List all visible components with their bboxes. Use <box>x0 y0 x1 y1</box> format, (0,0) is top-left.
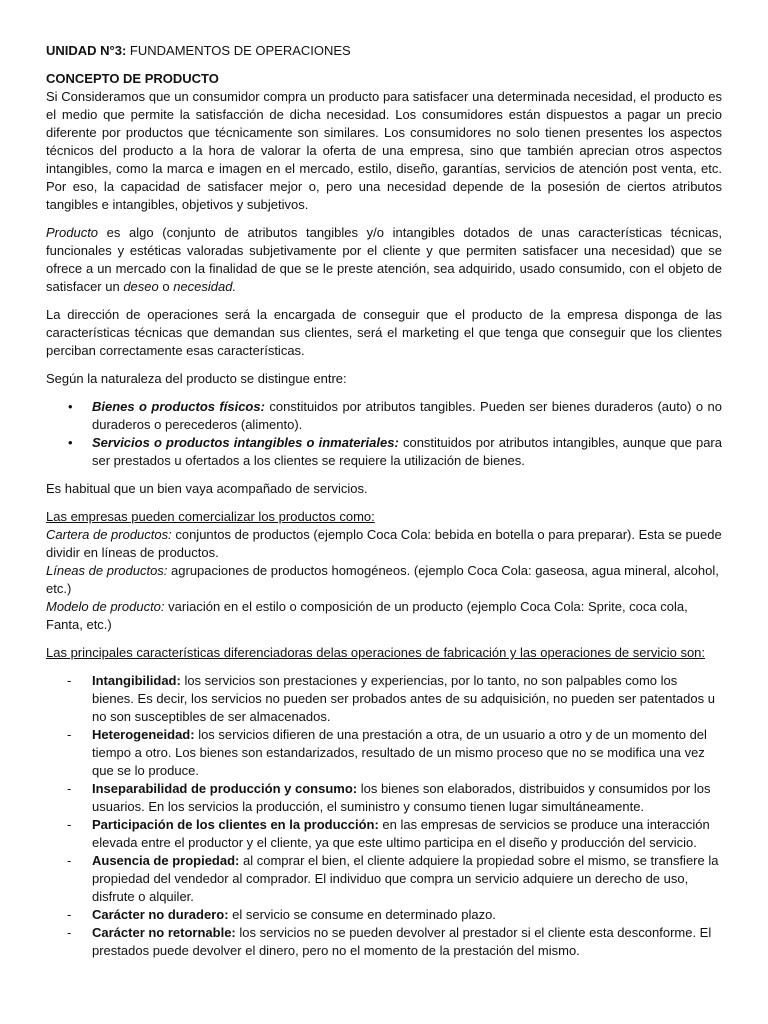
list-item: • Servicios o productos intangibles o inmateriales: constituidos por atributos intangibles, aunque que para ser prestados u ofertados a los clientes se requiere la utilización de bienes. <box>68 435 722 468</box>
list-item: - Participación de los clientes en la producción: en las empresas de servicios se produce una interacción elevada entre el productor y el cliente, ya que este ultimo participa en el diseño y producción del servicio. <box>67 817 710 850</box>
bullet-icon: • <box>68 399 73 414</box>
paragraph-naturaleza: Según la naturaleza del producto se distingue entre: <box>46 371 347 386</box>
definition-modelo: Modelo de producto: variación en el estilo o composición de un producto (ejemplo Coca Cola: Sprite, coca cola, Fanta, etc.) <box>46 599 688 632</box>
definition-lineas: Líneas de productos: agrupaciones de productos homogéneos. (ejemplo Coca Cola: gaseosa, agua mineral, alcohol, etc.) <box>46 563 719 596</box>
unit-title <box>46 42 722 60</box>
paragraph-producto-definition: Producto es algo (conjunto de atributos tangibles y/o intangibles dotados de unas características técnicas, funcionales y estéticas valoradas subjetivamente por el cliente y que permiten satisfacer una necesidad) que se ofrece a un mercado con la finalidad de que se le preste atención, sea adquirido, usado consumido, con el objeto de satisfacer un deseo o necesidad. <box>46 225 722 294</box>
list-item: - Intangibilidad: los servicios son prestaciones y experiencias, por lo tanto, no son palpables como los bienes. Es decir, los servicios no pueden ser probados antes de su adquisición, no pueden ser patentados u no son susceptibles de ser almacenados. <box>67 673 715 724</box>
list-item: - Carácter no duradero: el servicio se consume en determinado plazo. <box>67 907 496 922</box>
product-type-list <box>46 398 722 470</box>
list-item: - Inseparabilidad de producción y consumo: los bienes son elaborados, distribuidos y consumidos por los usuarios. En los servicios la producción, el suministro y consumo tienen lugar simultáneamente. <box>67 781 711 814</box>
paragraph-concepto: Si Consideramos que un consumidor compra un producto para satisfacer una determinada necesidad, el producto es el medio que permite la satisfacción de dicha necesidad. Los consumidores están dispuestos a pagar un precio diferente por productos que técnicamente son similares. Los consumidores no solo tienen presentes los aspectos técnicos del producto a la hora de valorar la oferta de una empresa, sino que también aprecian otros aspectos intangibles, como la marca e imagen en el mercado, estilo, diseño, garantías, servicios de atención post venta, etc. Por eso, la capacidad de satisfacer mejor o, pero una necesidad depende de la posesión de ciertos atributos tangibles e intangibles, objetivos y subjetivos. <box>46 89 722 212</box>
term-necesidad: necesidad. <box>173 279 237 294</box>
characteristics-list <box>46 672 722 960</box>
section-heading-caracteristicas: Las principales características diferenciadoras delas operaciones de fabricación y las operaciones de servicio son: <box>46 645 706 660</box>
list-item: - Carácter no retornable: los servicios no se pueden devolver al prestador si el cliente esta desconforme. El prestados puede devolver el dinero, pero no el momento de la prestación del mismo. <box>67 925 712 958</box>
definition-cartera: Cartera de productos: conjuntos de productos (ejemplo Coca Cola: bebida en botella o para preparar). Esta se puede dividir en líneas de productos. <box>46 527 722 560</box>
unit-label: UNIDAD N°3: <box>46 43 127 58</box>
dash-icon: - <box>67 817 72 832</box>
dash-icon: - <box>67 853 72 868</box>
paragraph-bien-servicios: Es habitual que un bien vaya acompañado de servicios. <box>46 481 368 496</box>
dash-icon: - <box>67 781 72 796</box>
paragraph-direccion-operaciones: La dirección de operaciones será la encargada de conseguir que el producto de la empresa disponga de las características técnicas que demandan sus clientes, será el marketing el que tenga que conseguir que los clientes perciban correctamente esas características. <box>46 307 722 358</box>
list-item: - Heterogeneidad: los servicios difieren de una prestación a otra, de un usuario a otro y de un momento del tiempo a otro. Los bienes son estandarizados, resultado de un mismo proceso que no se modifica una vez que se lo produce. <box>67 727 707 778</box>
unit-name: FUNDAMENTOS DE OPERACIONES <box>126 43 351 58</box>
dash-icon: - <box>67 907 72 922</box>
dash-icon: - <box>67 727 72 742</box>
dash-icon: - <box>67 925 72 940</box>
term-producto: Producto <box>46 225 99 240</box>
section-heading-comercializar: Las empresas pueden comercializar los productos como: <box>46 509 375 524</box>
bullet-icon: • <box>68 435 73 450</box>
section-heading-concepto: CONCEPTO DE PRODUCTO <box>46 71 219 86</box>
list-item: - Ausencia de propiedad: al comprar el bien, el cliente adquiere la propiedad sobre el mismo, se transfiere la propiedad del vendedor al comprador. El individuo que compra un servicio adquiere un derecho de uso, disfrute o alquiler. <box>67 853 719 904</box>
list-item: • Bienes o productos físicos: constituidos por atributos tangibles. Pueden ser bienes duraderos (auto) o no duraderos o perecederos (alimento). <box>68 399 722 432</box>
dash-icon: - <box>67 673 72 688</box>
term-deseo: deseo <box>123 279 159 294</box>
